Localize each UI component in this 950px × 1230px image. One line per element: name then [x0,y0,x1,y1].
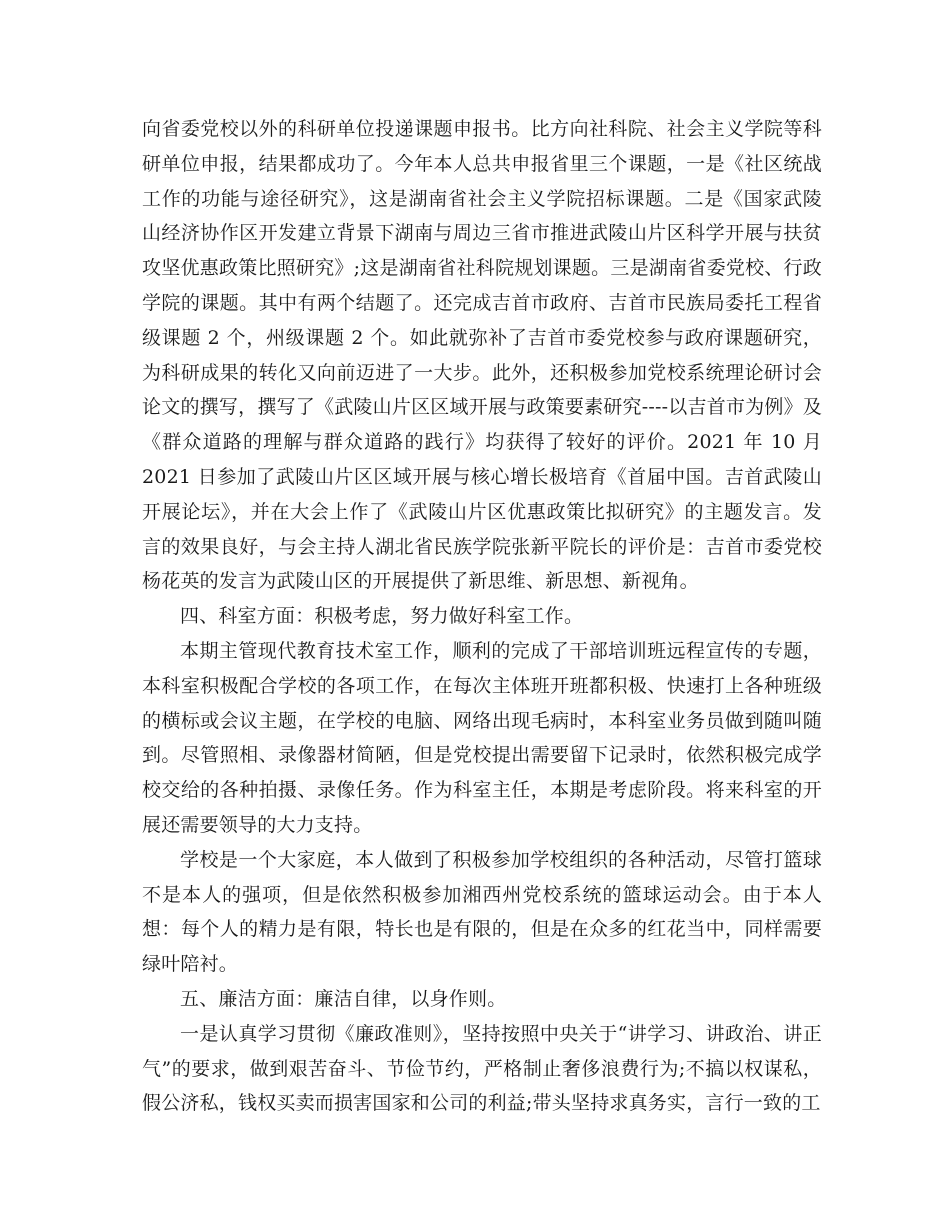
section-heading-department: 四、科室方面：积极考虑，努力做好科室工作。 [180,605,584,628]
paragraph-school-activities: 学校是一个大家庭，本人做到了积极参加学校组织的各种活动，尽管打篮球不是本人的强项，但是依然积极参加湘西州党校系统的篮球运动会。由于本人想：每个人的精力是有限，特长也是有限的，但是在众多的红花当中，同样需要绿叶陪衬。 [142,848,822,976]
document-body [142,112,822,1121]
paragraph-integrity-study: 一是认真学习贯彻《廉政准则》，坚持按照中央关于“讲学习、讲政治、讲正气”的要求，做到艰苦奋斗、节俭节约，严格制止奢侈浪费行为;不搞以权谋私，假公济私，钱权买卖而损害国家和公司的利益;带头坚持求真务实，言行一致的工 [142,1022,822,1115]
paragraph-research-projects: 向省委党校以外的科研单位投递课题申报书。比方向社科院、社会主义学院等科研单位申报，结果都成功了。今年本人总共申报省里三个课题，一是《社区统战工作的功能与途径研究》，这是湖南省社会主义学院招标课题。二是《国家武陵山经济协作区开发建立背景下湖南与周边三省市推进武陵山片区科学开展与扶贫攻坚优惠政策比照研究》;这是湖南省社科院规划课题。三是湖南省委党校、行政学院的课题。其中有两个结题了。还完成吉首市政府、吉首市民族局委托工程省级课题 2 个，州级课题 2 个。如此就弥补了吉首市委党校参与政府课题研究，为科研成果的转化又向前迈进了一大步。此外，还积极参加党校系统理论研讨会论文的撰写，撰写了《武陵山片区区域开展与政策要素研究----以吉首市为例》及《群众道路的理解与群众道路的践行》均获得了较好的评价。2021 年 10 月 2021 日参加了武陵山片区区域开展与核心增长极培育《首届中国。吉首武陵山开展论坛》，并在大会上作了《武陵山片区优惠政策比拟研究》的主题发言。发言的效果良好，与会主持人湖北省民族学院张新平院长的评价是：吉首市委党校杨花英的发言为武陵山区的开展提供了新思维、新思想、新视角。 [142,118,822,593]
paragraph-department-work: 本期主管现代教育技术室工作，顺利的完成了干部培训班远程宣传的专题，本科室积极配合学校的各项工作，在每次主体班开班都积极、快速打上各种班级的横标或会议主题，在学校的电脑、网络出现毛病时，本科室业务员做到随叫随到。尽管照相、录像器材简陋，但是党校提出需要留下记录时，依然积极完成学校交给的各种拍摄、录像任务。作为科室主任，本期是考虑阶段。将来科室的开展还需要领导的大力支持。 [142,639,822,836]
section-heading-integrity: 五、廉洁方面：廉洁自律，以身作则。 [180,987,507,1010]
